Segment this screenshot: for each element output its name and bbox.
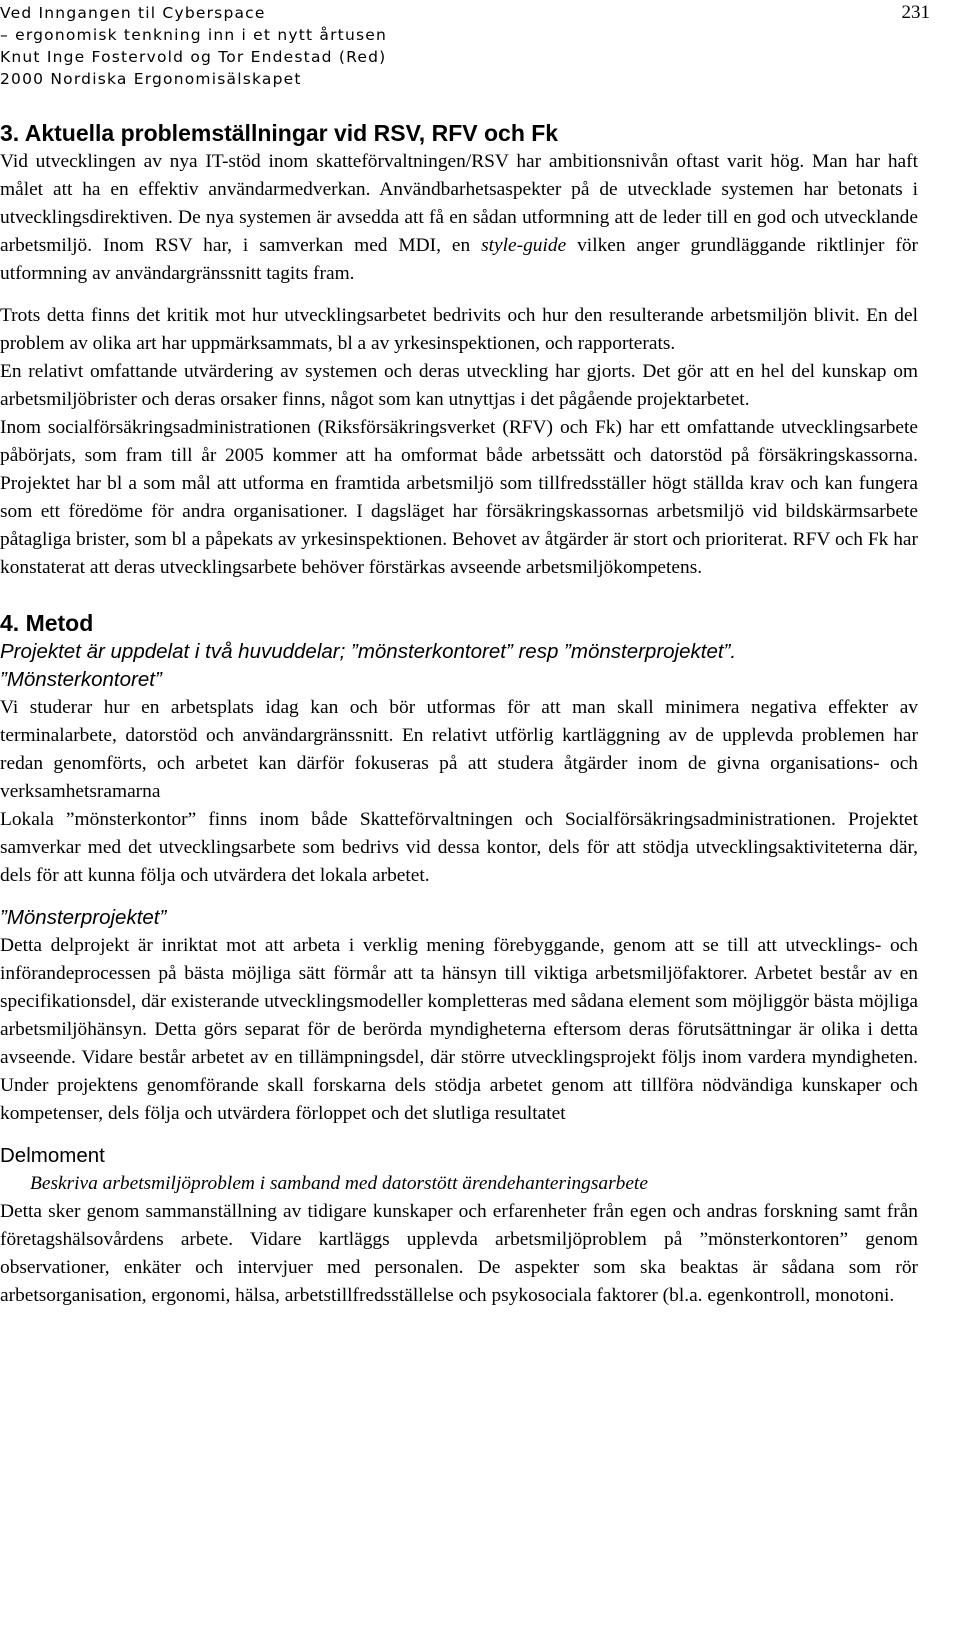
monsterkontoret-paragraph-1: Vi studerar hur en arbetsplats idag kan och bör utformas för att man skall minimera negativa effekter av terminalarbete, datorstöd och användargränssnitt. En relativt utförlig kartläggning av de upplevda problemen har redan genomförts, och arbetet kan därför fokuseras på att studera åtgärder inom de givna organisations- och verksamhetsramarna xyxy=(0,697,918,802)
page-body xyxy=(0,118,918,1310)
paragraph-text: vilken anger grundläggande riktlinjer för utformning av användargränssnitt tagits fram. xyxy=(0,235,918,284)
paragraph-text: Vid utvecklingen av nya IT-stöd inom skatteförvaltningen/RSV har ambitionsnivån oftast varit hög. Man har haft målet att ha en effektiv användarmedverkan. Användbarhetsaspekter på de utvecklade systemen har betonats i utvecklingsdirektiven. De nya systemen är avsedda att få en sådan utformning att de leder till en god och utvecklande arbetsmiljö. Inom RSV har, i samverkan med MDI, en xyxy=(0,151,918,256)
header-book-subtitle: – ergonomisk tenkning inn i et nytt årtusen xyxy=(0,26,387,44)
section-3-heading: 3. Aktuella problemställningar vid RSV, RFV och Fk xyxy=(0,120,559,146)
section-4-intro: Projektet är uppdelat i två huvuddelar; ”mönsterkontoret” resp ”mönsterprojektet”. xyxy=(0,640,737,663)
section-3-paragraph-2: Trots detta finns det kritik mot hur utvecklingsarbetet bedrivits och hur den resulterande arbetsmiljön blivit. En del problem av olika art har uppmärksammats, bl a av yrkesinspektionen, och rapporterats. xyxy=(0,305,918,354)
delmoment-paragraph: Detta sker genom sammanställning av tidigare kunskaper och erfarenheter från egen och andras forskning samt från företagshälsovårdens arbete. Vidare kartläggs upplevda arbetsmiljöproblem på ”mönsterkontoren” genom observationer, enkäter och intervjuer med personalen. De aspekter som ska beaktas är sådana som rör arbetsorganisation, ergonomi, hälsa, arbetstillfredsställelse och psykosociala faktorer (bl.a. egenkontroll, monotoni. xyxy=(0,1201,918,1306)
delmoment-heading: Delmoment xyxy=(0,1144,105,1167)
section-3-paragraph-1 xyxy=(0,148,918,288)
section-4-heading: 4. Metod xyxy=(0,610,94,636)
monsterkontoret-paragraph-2: Lokala ”mönsterkontor” finns inom både Skatteförvaltningen och Socialförsäkringsadministrationen. Projektet samverkar med det utvecklingsarbete som bedrivs vid dessa kontor, dels för att stödja utvecklingsaktiviteterna där, dels för att kunna följa och utvärdera det lokala arbetet. xyxy=(0,809,918,886)
monsterprojektet-paragraph: Detta delprojekt är inriktat mot att arbeta i verklig mening förebyggande, genom att se till att utvecklings- och införandeprocessen på bästa möjliga sätt förmår att ta hänsyn till viktiga arbetsmiljöfaktorer. Arbetet består av en specifikationsdel, där existerande utvecklingsmodeller kompletteras med sådana element som möjliggör bästa möjliga arbetsmiljöhänsyn. Detta görs separat för de berörda myndigheterna eftersom deras förutsättningar är olika i detta avseende. Vidare består arbetet av en tillämpningsdel, där större utvecklingsprojekt följs inom vardera myndigheten. Under projektens genomförande skall forskarna dels stödja arbetet genom att tillföra nödvändiga kunskaper och kompetenser, dels följa och utvärdera förloppet och det slutliga resultatet xyxy=(0,935,918,1124)
section-3-paragraph-4: Inom socialförsäkringsadministrationen (Riksförsäkringsverket (RFV) och Fk) har ett omfattande utvecklingsarbete påbörjats, som fram till år 2005 kommer att ha omformat både arbetssätt och datorstöd på försäkringskassorna. Projektet har bl a som mål att utforma en framtida arbetsmiljö som tillfredsställer högt ställda krav och kan fungera som ett föredöme för andra organisationer. I dagsläget har försäkringskassornas arbetsmiljö vid bildskärmsarbete påtagliga brister, som bl a påpekats av yrkesinspektionen. Behovet av åtgärder är stort och prioriterat. RFV och Fk har konstaterat att deras utvecklingsarbete behöver förstärkas avseende arbetsmiljökompetens. xyxy=(0,417,918,578)
running-header xyxy=(0,2,930,90)
subsection-monsterprojektet-title: ”Mönsterprojektet” xyxy=(0,906,167,929)
header-editors: Knut Inge Fostervold og Tor Endestad (Red) xyxy=(0,48,387,66)
subsection-monsterkontoret-title: ”Mönsterkontoret” xyxy=(0,668,162,691)
page-number: 231 xyxy=(901,2,930,23)
header-publisher: 2000 Nordiska Ergonomisälskapet xyxy=(0,70,302,88)
delmoment-subheading: Beskriva arbetsmiljöproblem i samband med datorstött ärendehanteringsarbete xyxy=(30,1173,648,1194)
style-guide-term: style-guide xyxy=(481,235,567,256)
section-3-paragraph-3: En relativt omfattande utvärdering av systemen och deras utveckling har gjorts. Det gör att en hel del kunskap om arbetsmiljöbrister och deras orsaker finns, något som kan utnyttjas i det pågående projektarbetet. xyxy=(0,361,918,410)
header-book-title: Ved Inngangen til Cyberspace xyxy=(0,4,266,22)
